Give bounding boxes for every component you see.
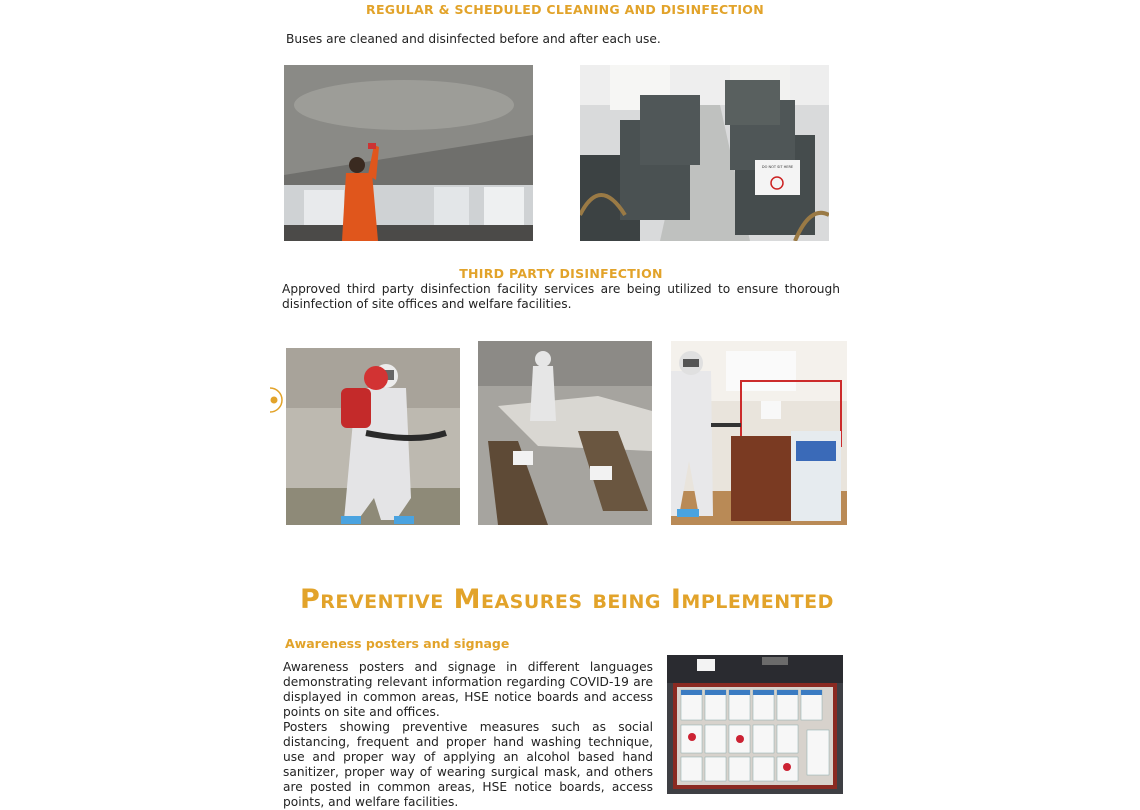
seat-sign-text: DO NOT SIT HERE: [761, 165, 794, 169]
office-disinfection-photo: [671, 341, 847, 525]
awareness-paragraph-2: Posters showing preventive measures such as social distancing, frequent and proper hand washing technique, use and proper way of applying an alcohol based hand sanitizer, proper way of wearing surgical mask, and others are posted in common areas, HSE notice boards, access points, and welfare facilities.: [283, 720, 653, 809]
bus-seats-photo: [580, 65, 829, 241]
page-emblem-icon: [268, 386, 284, 414]
bus-cleaning-photo: [284, 65, 533, 241]
third-party-section-text: Approved third party disinfection facility services are being utilized to ensure thorough disinfection of site offices and welfare facilities.: [282, 282, 840, 311]
welfare-room-photo: [478, 341, 652, 525]
awareness-subtitle: Awareness posters and signage: [285, 636, 510, 651]
disinfection-worker-photo: [286, 348, 460, 525]
notice-board-photo: [667, 655, 843, 794]
third-party-section-title: THIRD PARTY DISINFECTION: [459, 266, 663, 281]
cleaning-section-title: REGULAR & SCHEDULED CLEANING AND DISINFECTION: [366, 2, 764, 17]
awareness-paragraph-1: Awareness posters and signage in different languages demonstrating relevant information regarding COVID-19 are displayed in common areas, HSE notice boards and access points on site and offices.: [283, 660, 653, 719]
cleaning-section-text: Buses are cleaned and disinfected before and after each use.: [286, 32, 661, 46]
preventive-measures-title: Preventive Measures being Implemented: [300, 584, 834, 615]
